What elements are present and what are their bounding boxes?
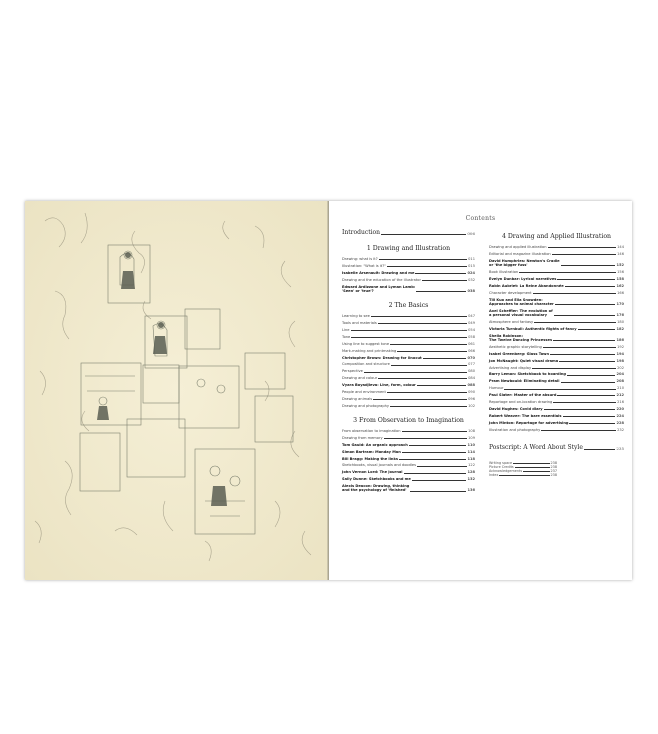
toc-entry — [342, 349, 475, 353]
leader-line — [499, 473, 549, 476]
leader-line — [397, 349, 467, 352]
toc-entry-label: Edward Ardizzone and Lyman Lamb: 'Seen' or 'true'? — [342, 284, 416, 293]
toc-page-number: 070 — [467, 355, 475, 360]
toc-left-sections — [342, 245, 475, 493]
leader-line — [533, 291, 617, 294]
toc-entry-label: Introduction — [342, 229, 380, 236]
toc-page-number: 182 — [616, 326, 624, 331]
toc-page-number: 166 — [617, 290, 624, 295]
toc-page-number: 110 — [467, 442, 475, 447]
toc-entry-label: Index — [489, 472, 499, 477]
toc-entry — [489, 379, 624, 383]
leader-line — [417, 383, 467, 386]
leader-line — [381, 229, 466, 235]
toc-left-column — [342, 229, 475, 495]
toc-entry-label: John Vernon Lord: The journal — [342, 470, 403, 475]
toc-entry — [342, 342, 475, 346]
toc-entry-label: Drawing and colour — [342, 376, 378, 381]
toc-entry — [342, 328, 475, 332]
toc-entry-label: Composition and structure — [342, 362, 390, 367]
leader-line — [561, 379, 616, 382]
leader-line — [391, 362, 467, 365]
leader-line — [561, 265, 616, 266]
toc-entry — [489, 400, 624, 404]
toc-page-number: 238 — [550, 464, 557, 469]
pencil-sketch-artwork — [25, 201, 329, 580]
toc-page-number: 208 — [616, 379, 624, 384]
toc-entry-label: Jon McNaught: Quiet visual drama — [489, 358, 559, 363]
leader-line — [351, 335, 467, 338]
toc-entry-label: Postscript: A Word About Style — [489, 443, 583, 451]
toc-page-number: 235 — [616, 445, 624, 451]
toc-entry-label: Simon Bartram: Monday Man — [342, 449, 401, 454]
toc-page-number: 170 — [616, 301, 624, 306]
toc-page-number: 224 — [616, 413, 624, 418]
toc-entry — [489, 366, 624, 370]
toc-entry — [489, 245, 624, 249]
toc-page-number: 146 — [617, 251, 624, 256]
leader-line — [410, 491, 466, 492]
leader-line — [415, 271, 466, 274]
toc-page-number: 220 — [616, 406, 624, 411]
toc-entry-label: Illustration: "What is it?" — [342, 263, 386, 268]
toc-page-number: 049 — [468, 321, 475, 326]
leader-line — [557, 277, 615, 280]
toc-entry — [342, 271, 475, 275]
toc-entry-label: Sally Dunne: Sketchbooks and me — [342, 477, 411, 482]
toc-page-number: 202 — [617, 365, 624, 370]
toc-entry — [489, 277, 624, 281]
toc-entry-label: Learning to see — [342, 314, 370, 319]
toc-page-number: 232 — [617, 427, 624, 432]
toc-page-number: 015 — [468, 263, 475, 268]
leader-line — [384, 436, 468, 439]
leader-line — [387, 264, 467, 267]
toc-entry — [342, 383, 475, 387]
leader-line — [559, 359, 615, 362]
toc-entry — [342, 257, 475, 261]
leader-line — [379, 257, 468, 260]
leader-line — [534, 320, 616, 323]
leader-line — [554, 315, 616, 316]
leader-line — [513, 461, 549, 464]
leader-line — [399, 457, 467, 460]
toc-entry-label: Illustration and photography — [489, 427, 541, 432]
toc-page-number: 061 — [468, 341, 475, 346]
leader-line — [532, 366, 616, 369]
toc-entry — [342, 484, 475, 493]
leader-line — [378, 376, 467, 379]
toc-entry-label: Writing space — [489, 460, 513, 465]
toc-entry — [489, 309, 624, 318]
toc-entry-label: Drawing and applied illustration — [489, 245, 547, 249]
toc-entry-label: Humour — [489, 386, 504, 391]
leader-line — [423, 356, 467, 359]
toc-entry-label: Paul Slater: Master of the absurd — [489, 393, 557, 398]
toc-entry-label: Line — [342, 327, 350, 332]
leader-line — [364, 369, 467, 372]
toc-entry — [489, 372, 624, 376]
toc-entry-label: Tools and materials — [342, 321, 377, 326]
toc-entry — [342, 404, 475, 408]
toc-page-number: 024 — [467, 270, 475, 275]
toc-entry — [342, 321, 475, 325]
toc-page-number: 006 — [467, 231, 475, 236]
toc-entry-label: Tone — [342, 334, 351, 339]
toc-page-number: 158 — [616, 276, 624, 281]
leader-line — [553, 400, 616, 403]
toc-entry — [342, 356, 475, 360]
toc-page-number: 210 — [617, 386, 624, 391]
toc-entry-label: Picture Credits — [489, 464, 514, 469]
book-spread — [25, 201, 632, 580]
toc-entry — [489, 270, 624, 274]
leader-line — [504, 386, 616, 389]
leader-line — [552, 252, 616, 255]
leader-line — [404, 470, 467, 473]
toc-entry-label: John Minton: Reportage for advertising — [489, 420, 569, 425]
toc-entry-label: David Hughes: Covid diary — [489, 406, 543, 411]
leader-line — [567, 372, 616, 375]
toc-page-number: 084 — [468, 376, 475, 381]
toc-entry-label: Drawing and photography — [342, 403, 390, 408]
leader-line — [569, 421, 615, 424]
toc-page-number: 122 — [468, 463, 475, 468]
toc-entry — [489, 252, 624, 256]
toc-page-number: 194 — [616, 351, 624, 356]
leader-line — [417, 463, 467, 466]
toc-entry-label: Reportage and on-location drawing — [489, 400, 553, 404]
toc-page-number: 238 — [550, 460, 557, 465]
leader-line — [351, 328, 468, 331]
leader-line — [553, 340, 615, 341]
toc-page-number: 192 — [617, 344, 624, 349]
toc-entry — [489, 407, 624, 411]
toc-entry-label: Barry Lemon: Sketchbook to hoarding — [489, 372, 566, 377]
toc-entry — [342, 463, 475, 467]
leader-line — [416, 291, 466, 292]
toc-page-number: 136 — [467, 488, 475, 493]
toc-page-number: 198 — [616, 358, 624, 363]
toc-entry-label: Acknowledgements — [489, 468, 523, 473]
toc-section-heading: 2 The Basics — [388, 302, 429, 310]
toc-page-number: 032 — [468, 277, 475, 282]
toc-entry — [342, 278, 475, 282]
toc-page-number: 228 — [616, 420, 624, 425]
toc-entry-label: Isabelle Arsenault: Drawing and me — [342, 270, 415, 275]
toc-entry-label: Tom Gauld: An organic approach — [342, 442, 408, 447]
toc-page-number: 118 — [467, 456, 475, 461]
toc-entry — [489, 414, 624, 418]
table-of-contents-page — [329, 201, 632, 580]
toc-page-number: 096 — [468, 396, 475, 401]
toc-entry — [342, 362, 475, 366]
toc-entry-label: Axel Scheffler: The evolution of a personal visual vocabulary — [489, 308, 553, 318]
toc-entry-label: Evelyn Dunbar: Lyrical narratives — [489, 276, 557, 281]
toc-entry — [342, 457, 475, 461]
toc-entry — [342, 376, 475, 380]
toc-entry-label: Drawing animals — [342, 396, 373, 401]
toc-page-number: 077 — [468, 362, 475, 367]
toc-page-number: 180 — [617, 319, 624, 324]
toc-entry-label: Robin Aubriet: La Reine Abandonnée — [489, 283, 564, 288]
toc-entry-label: From observation to imagination — [342, 429, 401, 434]
leader-line — [565, 284, 616, 287]
leader-line — [387, 390, 467, 393]
leader-line — [555, 304, 616, 305]
leader-line — [373, 397, 467, 400]
left-page-sketch-illustration — [25, 201, 329, 580]
leader-line — [412, 477, 467, 480]
toc-entry-label: Drawing and the education of the illustrator — [342, 277, 421, 282]
toc-page-number: 144 — [617, 245, 624, 249]
toc-entry — [342, 443, 475, 447]
toc-entry-label: Character development — [489, 290, 532, 295]
toc-entry — [342, 335, 475, 339]
toc-page-number: 080 — [468, 369, 475, 374]
toc-entry — [489, 352, 624, 356]
toc-page-number: 114 — [467, 449, 475, 454]
leader-line — [584, 444, 615, 450]
toc-entry-label: Perspective — [342, 369, 363, 374]
toc-entry — [489, 284, 624, 288]
toc-right-entries — [489, 245, 624, 432]
leader-line — [515, 465, 550, 468]
toc-page-number: 156 — [617, 269, 624, 274]
toc-entry-label: Christopher Brown: Drawing for linocut — [342, 355, 422, 360]
leader-line — [371, 314, 467, 317]
toc-entry — [489, 259, 624, 268]
toc-entry — [342, 470, 475, 474]
toc-section-heading: 1 Drawing and Illustration — [366, 245, 451, 252]
toc-page-number: 186 — [616, 337, 624, 342]
leader-line — [390, 342, 467, 345]
toc-page-number: 054 — [468, 327, 475, 332]
toc-entry-label: David Humphries: Newton's Cradle or 'the bigger fuss' — [489, 258, 560, 268]
toc-entry-label: Drawing from memory — [342, 435, 383, 440]
toc-entry-label: Sheila Robinson: The Twelve Dancing Princesses — [489, 333, 553, 342]
toc-entry — [489, 327, 624, 331]
toc-page-number: 090 — [468, 389, 475, 394]
toc-introduction — [342, 229, 475, 236]
toc-page-number: 132 — [467, 477, 475, 482]
leader-line — [563, 414, 616, 417]
toc-entry — [342, 429, 475, 433]
toc-entry-label: Robert Weaver: The bare essentials — [489, 413, 562, 418]
leader-line — [402, 429, 468, 432]
toc-entry — [489, 298, 624, 307]
toc-page-number: 162 — [616, 283, 624, 288]
toc-entry-label: Atmosphere and fantasy — [489, 319, 534, 324]
toc-entry-label: Editorial and magazine illustration — [489, 251, 551, 256]
toc-entry — [489, 386, 624, 390]
toc-section-heading: 3 From Observation to Imagination — [353, 417, 464, 425]
toc-page-number: 109 — [468, 435, 475, 440]
toc-page-number: 047 — [468, 314, 475, 319]
toc-entry — [489, 359, 624, 363]
toc-entry — [342, 369, 475, 373]
toc-entry-label: Pram Newbould: Eliminating detail — [489, 379, 560, 384]
toc-page-number: 176 — [616, 313, 624, 318]
toc-entry-label: Mark-making and printmaking — [342, 348, 397, 353]
toc-entry — [489, 345, 624, 349]
toc-entry — [342, 264, 475, 268]
toc-page-number: 058 — [468, 334, 475, 339]
toc-entry — [342, 436, 475, 440]
toc-entry-label: Drawing: what is it? — [342, 257, 378, 261]
toc-entry-label: Vyara Boyadjieva: Line, form, colour — [342, 383, 416, 388]
toc-entry — [489, 421, 624, 425]
leader-line — [544, 407, 616, 410]
toc-right-column — [489, 229, 624, 477]
leader-line — [543, 345, 616, 348]
toc-entry-label: Alexis Deacon: Drawing, thinking and the psychology of 'finished' — [342, 484, 410, 493]
leader-line — [409, 443, 467, 446]
leader-line — [578, 327, 616, 330]
contents-heading: Contents — [465, 215, 496, 222]
toc-page-number: 152 — [616, 263, 624, 268]
toc-postscript — [489, 444, 624, 451]
toc-page-number: 204 — [616, 372, 624, 377]
toc-entry-label: Using line to suggest tone — [342, 341, 390, 346]
toc-back-matter-entry — [489, 473, 557, 477]
toc-page-number: 237 — [550, 468, 557, 473]
leader-line — [422, 278, 467, 281]
toc-entry — [342, 450, 475, 454]
toc-page-number: 216 — [617, 400, 624, 404]
toc-entry-label: People and environment — [342, 389, 386, 394]
toc-entry-label: Isabel Greenberg: Glass Town — [489, 351, 550, 356]
leader-line — [402, 450, 467, 453]
leader-line — [541, 428, 616, 431]
toc-entry — [342, 285, 475, 294]
toc-entry-label: Book illustration — [489, 269, 519, 274]
toc-page-number: 212 — [616, 393, 624, 398]
toc-entry-label: Victoria Turnbull: Authentic flights of fancy — [489, 326, 577, 331]
toc-section-heading: 4 Drawing and Applied Illustration — [501, 233, 612, 240]
leader-line — [550, 352, 615, 355]
toc-entry — [342, 314, 475, 318]
toc-entry-label: Advertising and display — [489, 365, 532, 370]
toc-entry — [489, 291, 624, 295]
toc-page-number: 038 — [467, 288, 475, 293]
toc-entry-label: Bill Bragg: Making the links — [342, 456, 398, 461]
toc-entry — [342, 397, 475, 401]
leader-line — [390, 404, 467, 407]
toc-entry — [489, 393, 624, 397]
leader-line — [557, 393, 615, 396]
leader-line — [519, 270, 616, 273]
toc-entry — [489, 428, 624, 432]
toc-entry-label: Aesthetic graphic storytelling — [489, 344, 542, 349]
toc-entry-label: Till Kuo and Ella Snowden: Approaches to animal character — [489, 297, 554, 306]
toc-page-number: 066 — [468, 348, 475, 353]
toc-back-matter — [489, 461, 624, 477]
toc-entry — [342, 477, 475, 481]
toc-page-number: 088 — [467, 383, 475, 388]
toc-page-number: 238 — [550, 472, 557, 477]
leader-line — [378, 321, 467, 324]
toc-page-number: 102 — [468, 403, 475, 408]
leader-line — [523, 469, 549, 472]
toc-entry — [342, 390, 475, 394]
leader-line — [548, 245, 617, 248]
toc-page-number: 011 — [468, 257, 475, 261]
toc-entry — [489, 334, 624, 343]
toc-entry-label: Sketchbooks, visual journals and doodles — [342, 463, 416, 468]
toc-entry — [489, 320, 624, 324]
toc-page-number: 128 — [467, 470, 475, 475]
toc-page-number: 108 — [468, 429, 475, 434]
